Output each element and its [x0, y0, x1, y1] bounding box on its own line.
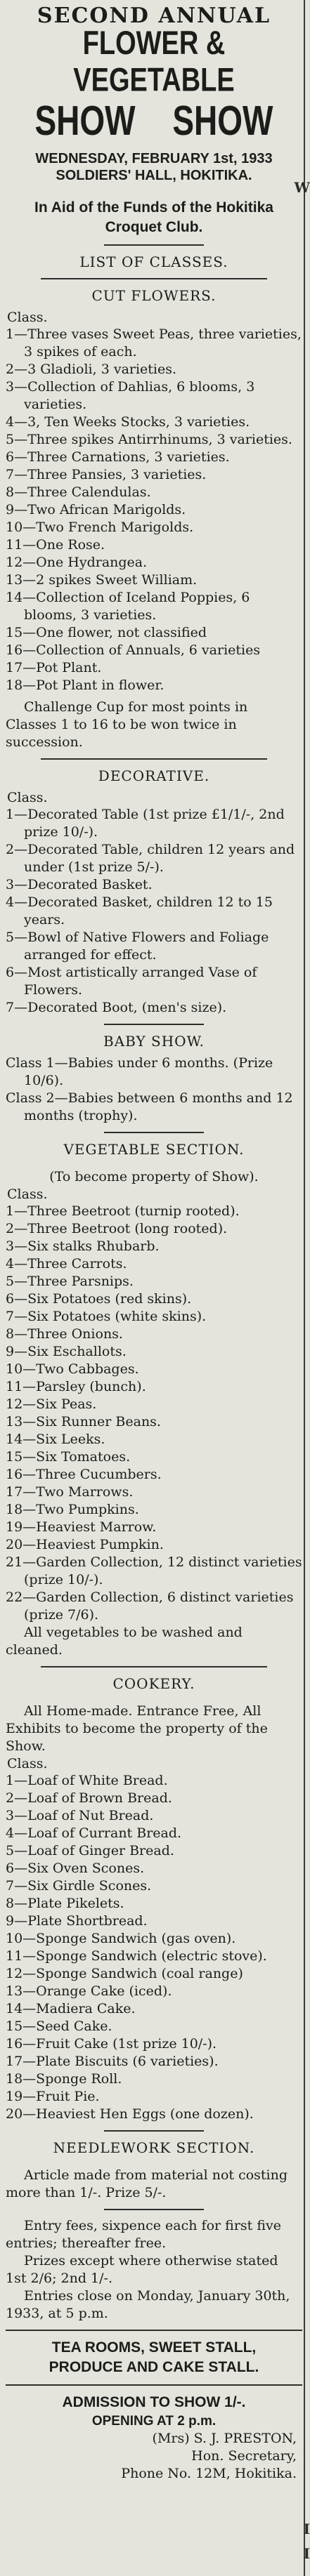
class-item: 20—Heaviest Hen Eggs (one dozen).: [6, 2106, 254, 2122]
adjacent-column-fragment: I: [303, 2545, 310, 2562]
class-label: Class.: [7, 1756, 48, 1771]
needlework-text: Article made from material not costing more than 1/-. Prize 5/-.: [6, 2167, 288, 2200]
baby-show-list: [6, 1055, 302, 1125]
class-item: 4—Decorated Basket, children 12 to 15 years.: [6, 894, 273, 927]
event-date: WEDNESDAY, FEBRUARY 1st, 1933: [35, 151, 273, 166]
divider: [6, 2384, 302, 2386]
class-item: 10—Two Cabbages.: [6, 1361, 139, 1377]
decorative-title: DECORATIVE.: [98, 767, 210, 784]
admission: ADMISSION TO SHOW 1/-.: [62, 2394, 246, 2410]
class-item: 4—Loaf of Currant Bread.: [6, 1825, 182, 1841]
class-item: 6—Six Potatoes (red skins).: [6, 1291, 192, 1307]
class-item: 16—Collection of Annuals, 6 varieties: [6, 642, 261, 658]
class-item: 3—Loaf of Nut Bread.: [6, 1808, 154, 1823]
class-item: 1—Three Beetroot (turnip rooted).: [6, 1203, 240, 1219]
class-item: 13—Orange Cake (iced).: [6, 1983, 172, 1999]
divider: [104, 1024, 204, 1025]
class-item: 17—Two Marrows.: [6, 1484, 134, 1500]
prizes-note: Prizes except where otherwise stated 1st 2/6; 2nd 1/-.: [6, 2253, 278, 2286]
class-item: 1—Decorated Table (1st prize £1/1/-, 2nd prize 10/-).: [6, 807, 285, 840]
class-item: 6—Six Oven Scones.: [6, 1861, 145, 1876]
cut-flowers-list: [6, 326, 302, 694]
class-item: 7—Six Girdle Scones.: [6, 1878, 152, 1894]
divider: [104, 244, 204, 246]
divider: [104, 1132, 204, 1133]
class-item: 8—Three Calendulas.: [6, 484, 151, 500]
class-item: 11—Parsley (bunch).: [6, 1379, 146, 1394]
class-label: Class.: [7, 1187, 48, 1202]
opening-time: OPENING AT 2 p.m.: [91, 2414, 217, 2429]
class-item: 2—Three Beetroot (long rooted).: [6, 1221, 228, 1236]
secretary-phone: Phone No. 12M, Hokitika.: [121, 2466, 297, 2481]
secretary-role: Hon. Secretary,: [191, 2448, 297, 2464]
class-item: 3—Decorated Basket.: [6, 877, 153, 892]
class-item: 1—Three vases Sweet Peas, three varieties, 3 spikes of each.: [6, 326, 302, 359]
stalls-line-1: TEA ROOMS, SWEET STALL,: [51, 2339, 257, 2356]
class-item: 18—Sponge Roll.: [6, 2071, 122, 2087]
class-item: 5—Three spikes Antirrhinums, 3 varieties.: [6, 432, 292, 447]
cookery-title: COOKERY.: [112, 1675, 195, 1692]
cookery-intro: All Home-made. Entrance Free, All Exhibits to become the property of the Show.: [6, 1703, 268, 1754]
baby-show-title: BABY SHOW.: [103, 1033, 205, 1050]
class-item: 12—One Hydrangea.: [6, 555, 148, 570]
class-item: 15—Six Tomatoes.: [6, 1449, 131, 1465]
class-item: 8—Three Onions.: [6, 1326, 123, 1342]
class-item: 15—One flower, not classified: [6, 625, 207, 640]
divider: [41, 1666, 267, 1667]
class-item: 12—Six Peas.: [6, 1396, 97, 1412]
class-item: 4—Three Carrots.: [6, 1256, 127, 1272]
vegetable-subtitle: (To become property of Show).: [49, 1169, 259, 1184]
headline-show: SHOW SHOW: [34, 96, 273, 144]
class-item: 22—Garden Collection, 6 distinct varieties (prize 7/6).: [6, 1590, 294, 1623]
class-item: 21—Garden Collection, 12 distinct varieties (prize 10/-).: [6, 1554, 302, 1587]
class-item: 20—Heaviest Pumpkin.: [6, 1537, 164, 1552]
class-item: 9—Plate Shortbread.: [6, 1913, 148, 1929]
headline-flower-vegetable: FLOWER & VEGETABLE: [73, 25, 235, 99]
class-item: 13—2 spikes Sweet William.: [6, 572, 198, 588]
class-item: 17—Pot Plant.: [6, 660, 102, 675]
column-rule: [304, 0, 305, 2576]
class-item: 17—Plate Biscuits (6 varieties).: [6, 2054, 219, 2069]
class-item: 19—Heaviest Marrow.: [6, 1519, 157, 1535]
class-item: 16—Three Cucumbers.: [6, 1467, 162, 1482]
class-item: Class 2—Babies between 6 months and 12 months (trophy).: [6, 1090, 293, 1123]
list-of-classes-title: LIST OF CLASSES.: [79, 253, 228, 270]
vegetable-list: [6, 1203, 302, 1624]
class-item: 7—Three Pansies, 3 varieties.: [6, 467, 207, 482]
class-item: 2—3 Gladioli, 3 varieties.: [6, 362, 177, 377]
class-item: 9—Two African Marigolds.: [6, 502, 186, 517]
class-item: 5—Three Parsnips.: [6, 1274, 134, 1289]
class-item: 8—Plate Pikelets.: [6, 1896, 124, 1911]
vegetable-section-title: VEGETABLE SECTION.: [63, 1141, 245, 1158]
class-item: 3—Collection of Dahlias, 6 blooms, 3 varieties.: [6, 379, 255, 412]
class-item: 16—Fruit Cake (1st prize 10/-).: [6, 2036, 217, 2052]
class-item: 5—Loaf of Ginger Bread.: [6, 1843, 174, 1858]
stalls-line-2: PRODUCE AND CAKE STALL.: [49, 2359, 259, 2375]
divider: [41, 278, 267, 279]
class-item: 18—Two Pumpkins.: [6, 1502, 139, 1517]
class-item: 7—Six Potatoes (white skins).: [6, 1309, 207, 1324]
adjacent-column-fragment: I: [303, 2521, 310, 2537]
class-item: 12—Sponge Sandwich (coal range): [6, 1966, 243, 1981]
class-item: 14—Madiera Cake.: [6, 2001, 136, 2016]
decorative-list: [6, 806, 302, 1017]
challenge-cup-note: Challenge Cup for most points in Classes 1 to 16 to be won twice in succession.: [6, 699, 248, 750]
class-item: 13—Six Runner Beans.: [6, 1414, 161, 1429]
aid-line-club: Croquet Club.: [105, 219, 203, 235]
class-item: 5—Bowl of Native Flowers and Foliage arranged for effect.: [6, 930, 269, 963]
class-item: 15—Seed Cake.: [6, 2019, 112, 2034]
event-venue: SOLDIERS' HALL, HOKITIKA.: [56, 168, 252, 183]
class-label: Class.: [7, 790, 48, 805]
class-item: 3—Six stalks Rhubarb.: [6, 1239, 160, 1254]
class-item: 11—Sponge Sandwich (electric stove).: [6, 1948, 267, 1964]
class-item: 11—One Rose.: [6, 537, 105, 553]
vegetable-note: All vegetables to be washed and cleaned.: [6, 1625, 243, 1658]
class-item: 2—Decorated Table, children 12 years and under (1st prize 5/-).: [6, 842, 295, 875]
divider: [41, 758, 267, 760]
divider: [104, 2130, 204, 2132]
class-item: 6—Most artistically arranged Vase of Flowers.: [6, 965, 257, 998]
class-item: 6—Three Carnations, 3 varieties.: [6, 449, 230, 465]
class-item: 4—3, Ten Weeks Stocks, 3 varieties.: [6, 414, 250, 430]
divider: [6, 2330, 302, 2331]
needlework-title: NEEDLEWORK SECTION.: [53, 2139, 255, 2156]
entries-close: Entries close on Monday, January 30th, 1933, at 5 p.m.: [6, 2288, 290, 2321]
divider: [104, 2209, 204, 2210]
cut-flowers-title: CUT FLOWERS.: [91, 287, 217, 304]
class-item: 7—Decorated Boot, (men's size).: [6, 1000, 227, 1015]
class-item: 1—Loaf of White Bread.: [6, 1773, 168, 1788]
class-item: 2—Loaf of Brown Bread.: [6, 1790, 172, 1806]
class-item: 19—Fruit Pie.: [6, 2089, 100, 2104]
class-item: 18—Pot Plant in flower.: [6, 678, 164, 693]
class-item: 10—Two French Marigolds.: [6, 520, 194, 535]
class-item: 9—Six Eschallots.: [6, 1344, 127, 1359]
aid-line: In Aid of the Funds of the Hokitika: [34, 199, 273, 216]
adjacent-column-fragment: W: [294, 179, 310, 196]
class-item: Class 1—Babies under 6 months. (Prize 10/6).: [6, 1055, 273, 1088]
entry-fees: Entry fees, sixpence each for first five entries; thereafter free.: [6, 2218, 281, 2251]
secretary-name: (Mrs) S. J. PRESTON,: [152, 2431, 297, 2446]
class-item: 10—Sponge Sandwich (gas oven).: [6, 1931, 236, 1946]
class-item: 14—Collection of Iceland Poppies, 6 blooms, 3 varieties.: [6, 590, 250, 623]
class-item: 14—Six Leeks.: [6, 1432, 105, 1447]
cookery-list: [6, 1772, 302, 2123]
class-label: Class.: [7, 310, 48, 325]
headline-second-annual: SECOND ANNUAL: [37, 4, 271, 28]
